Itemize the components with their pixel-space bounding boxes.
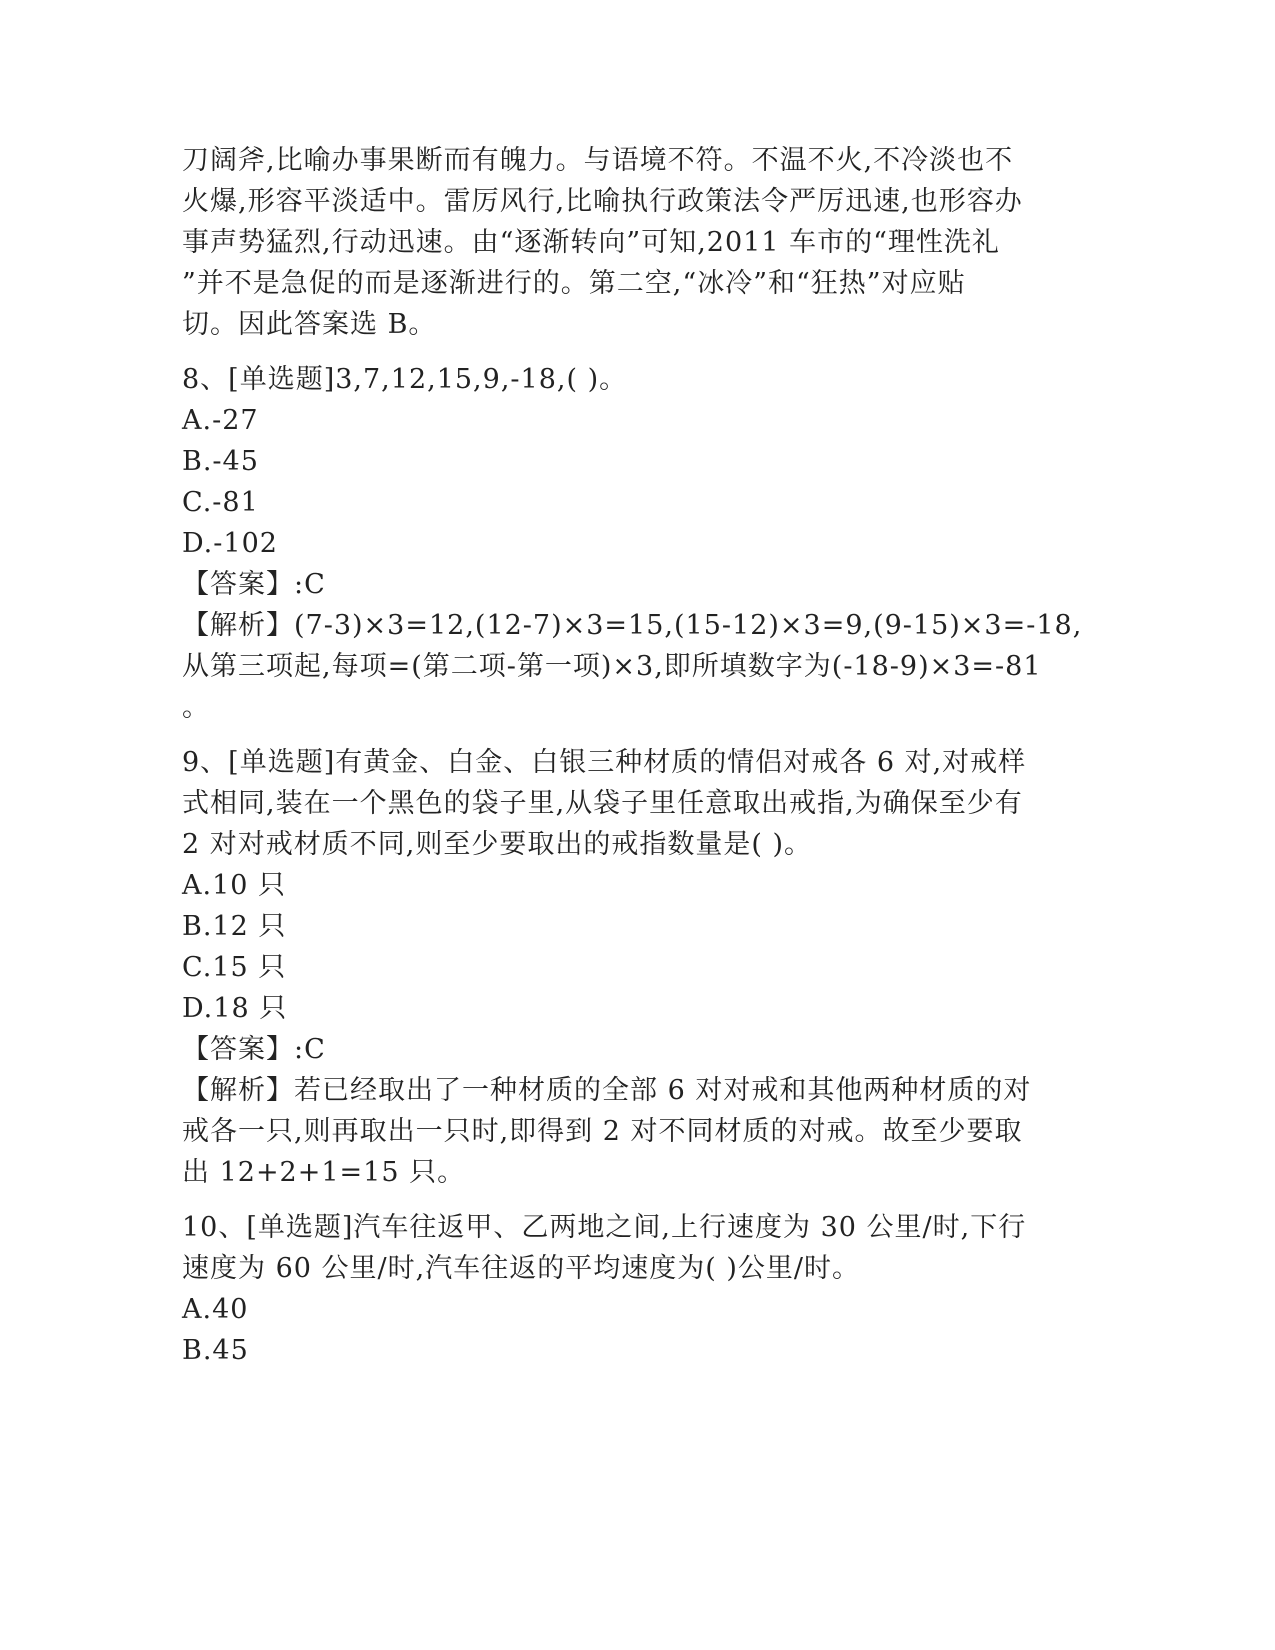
option-d: D.18 只 [182, 993, 288, 1024]
question-text: 速度为 60 公里/时,汽车往返的平均速度为( )公里/时。 [182, 1253, 860, 1284]
option-c: C.-81 [182, 487, 259, 518]
question-text: 10、[单选题]汽车往返甲、乙两地之间,上行速度为 30 公里/时,下行 [182, 1212, 1027, 1243]
question-text: 9、[单选题]有黄金、白金、白银三种材质的情侣对戒各 6 对,对戒样 [182, 747, 1027, 778]
analysis-line: 。 [182, 692, 210, 723]
answer-line: 【答案】:C [182, 569, 326, 600]
answer-line: 【答案】:C [182, 1034, 326, 1065]
text-line: 事声势猛烈,行动迅速。由“逐渐转向”可知,2011 车市的“理性洗礼 [182, 227, 1000, 258]
document-content [182, 140, 1083, 1385]
question-text: 2 对对戒材质不同,则至少要取出的戒指数量是( )。 [182, 829, 812, 860]
question-10 [182, 1207, 1042, 1371]
option-b: B.12 只 [182, 911, 287, 942]
option-a: A.-27 [182, 405, 259, 436]
analysis-line: 从第三项起,每项=(第二项-第一项)×3,即所填数字为(-18-9)×3=-81 [182, 651, 1042, 682]
option-a: A.10 只 [182, 870, 287, 901]
analysis-line: 出 12+2+1=15 只。 [182, 1157, 466, 1188]
analysis-line: 【解析】(7-3)×3=12,(12-7)×3=15,(15-12)×3=9,(9-15)×3=-18, [182, 610, 1083, 641]
option-c: C.15 只 [182, 952, 287, 983]
text-line: 切。因此答案选 B。 [182, 309, 437, 340]
option-d: D.-102 [182, 528, 278, 559]
option-b: B.45 [182, 1335, 249, 1366]
question-8 [182, 359, 1083, 728]
text-line: 刀阔斧,比喻办事果断而有魄力。与语境不符。不温不火,不冷淡也不 [182, 145, 1014, 176]
question-9 [182, 742, 1042, 1193]
option-b: B.-45 [182, 446, 259, 477]
text-line: ”并不是急促的而是逐渐进行的。第二空,“冰冷”和“狂热”对应贴 [182, 268, 966, 299]
option-a: A.40 [182, 1294, 249, 1325]
question-text: 式相同,装在一个黑色的袋子里,从袋子里任意取出戒指,为确保至少有 [182, 788, 1023, 819]
question-text: 8、[单选题]3,7,12,15,9,-18,( )。 [182, 364, 628, 395]
text-line: 火爆,形容平淡适中。雷厉风行,比喻执行政策法令严厉迅速,也形容办 [182, 186, 1023, 217]
explanation-continuation [182, 140, 1042, 345]
analysis-line: 【解析】若已经取出了一种材质的全部 6 对对戒和其他两种材质的对 [182, 1075, 1032, 1106]
analysis-line: 戒各一只,则再取出一只时,即得到 2 对不同材质的对戒。故至少要取 [182, 1116, 1023, 1147]
